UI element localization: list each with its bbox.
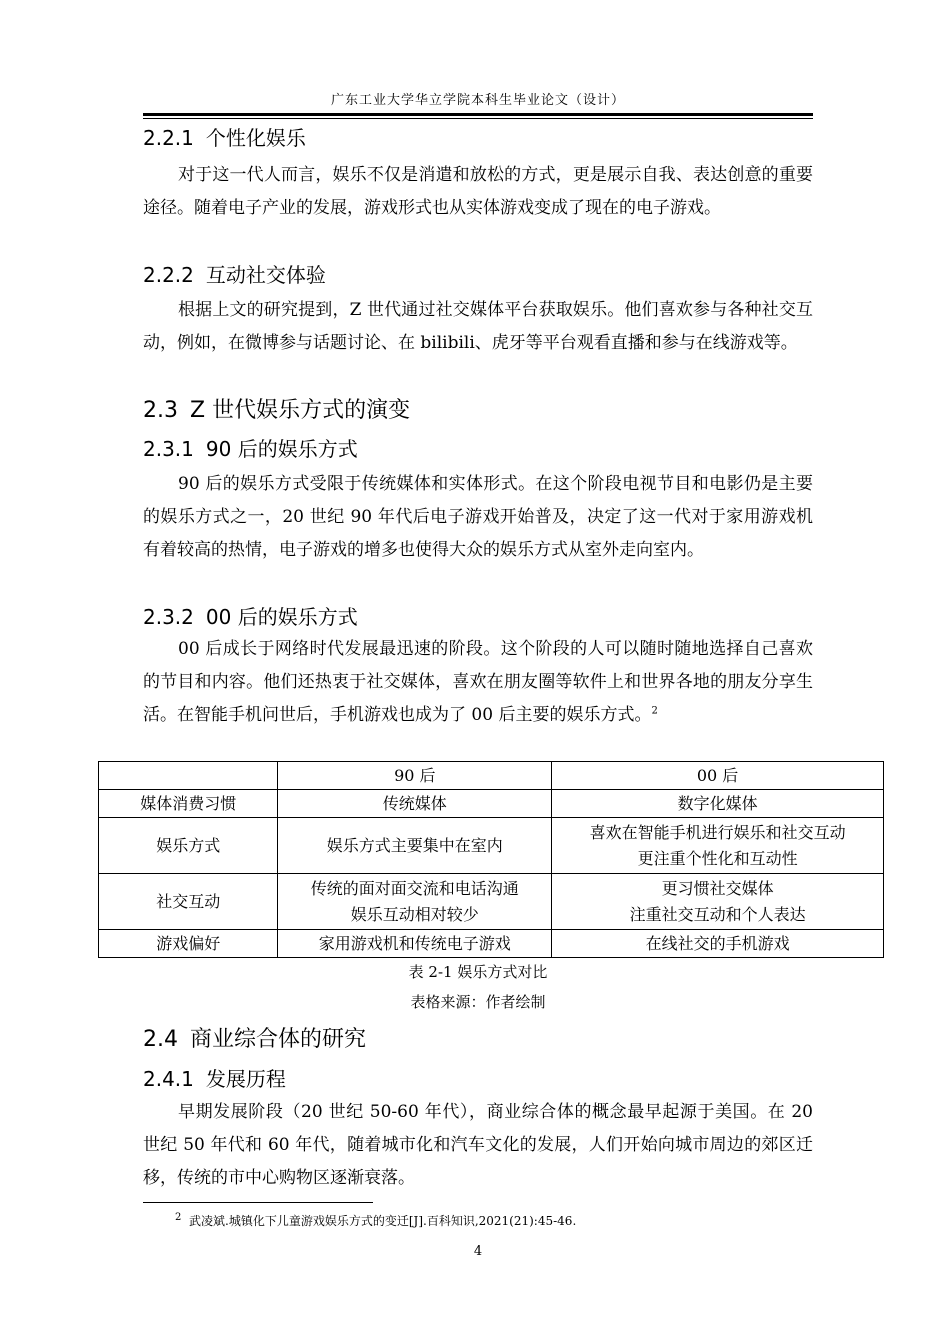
section-number: 2.3.2 [143, 605, 194, 629]
table-cell: 娱乐方式主要集中在室内 [278, 818, 552, 874]
section-title: 互动社交体验 [205, 263, 326, 287]
section-number: 2.2.2 [143, 263, 194, 287]
section-heading-2-2-1 [143, 122, 306, 151]
section-heading-2-4 [143, 1022, 366, 1053]
section-number: 2.3 [143, 398, 178, 423]
footnote-text: 武凌斌.城镇化下儿童游戏娱乐方式的变迁[J].百科知识,2021(21):45-46. [189, 1214, 577, 1228]
table-row [99, 818, 884, 874]
header-rule [143, 113, 813, 116]
table-row [99, 874, 884, 930]
table-cell [552, 874, 884, 930]
table-source: 表格来源：作者绘制 [410, 993, 546, 1011]
section-title: 商业综合体的研究 [190, 1027, 367, 1052]
running-header: 广东工业大学华立学院本科生毕业论文（设计） [330, 93, 625, 108]
body-paragraph: 90 后的娱乐方式受限于传统媒体和实体形式。在这个阶段电视节目和电影仍是主要的娱乐方式之一，20 世纪 90 年代后电子游戏开始普及，决定了这一代对于家用游戏机有着较高的热情，电子游戏的增多也使得大众的娱乐方式从室外走向室内。 [143, 474, 813, 560]
table-cell: 社交互动 [99, 874, 278, 930]
body-paragraph: 根据上文的研究提到，Z 世代通过社交媒体平台获取娱乐。他们喜欢参与各种社交互动，例如，在微博参与话题讨论、在 bilibili、虎牙等平台观看直播和参与在线游戏等。 [143, 300, 813, 353]
cell-line: 注重社交互动和个人表达 [629, 904, 806, 924]
cell-line: 传统的面对面交流和电话沟通 [310, 878, 519, 898]
table-row [99, 930, 884, 958]
table-header-row [99, 762, 884, 790]
table-caption: 表 2-1 娱乐方式对比 [408, 963, 548, 981]
cell-line: 更注重个性化和互动性 [637, 848, 798, 868]
cell-line: 喜欢在智能手机进行娱乐和社交互动 [589, 822, 846, 842]
section-heading-2-3 [143, 393, 410, 424]
table-row [99, 790, 884, 818]
section-title: 个性化娱乐 [205, 126, 306, 150]
section-number: 2.4.1 [143, 1067, 194, 1091]
table-cell: 数字化媒体 [552, 790, 884, 818]
section-number: 2.2.1 [143, 126, 194, 150]
section-heading-2-3-2 [143, 601, 358, 630]
table-cell [552, 818, 884, 874]
cell-line: 娱乐互动相对较少 [350, 904, 479, 924]
section-title: 90 后的娱乐方式 [205, 437, 358, 461]
section-number: 2.4 [143, 1027, 178, 1052]
table-header-cell [99, 762, 278, 790]
body-paragraph: 早期发展阶段（20 世纪 50-60 年代），商业综合体的概念最早起源于美国。在 20 世纪 50 年代和 60 年代，随着城市化和汽车文化的发展，人们开始向城市周边的郊区迁移，传统的市中心购物区逐渐衰落。 [143, 1102, 813, 1188]
footnote [175, 1212, 576, 1229]
section-title: 00 后的娱乐方式 [205, 605, 358, 629]
table-header-cell: 90 后 [278, 762, 552, 790]
comparison-table [98, 761, 884, 958]
table-cell: 游戏偏好 [99, 930, 278, 958]
footnote-mark: 2 [175, 1212, 182, 1223]
footnote-reference: 2 [651, 705, 658, 717]
section-heading-2-3-1 [143, 433, 358, 462]
section-heading-2-4-1 [143, 1063, 286, 1092]
cell-line: 更习惯社交媒体 [661, 878, 774, 898]
table-cell: 在线社交的手机游戏 [552, 930, 884, 958]
table-cell [278, 874, 552, 930]
section-title: 发展历程 [205, 1067, 286, 1091]
table-cell: 传统媒体 [278, 790, 552, 818]
header-rule-thin [143, 118, 813, 119]
body-paragraph: 对于这一代人而言，娱乐不仅是消遣和放松的方式，更是展示自我、表达创意的重要途径。随着电子产业的发展，游戏形式也从实体游戏变成了现在的电子游戏。 [143, 165, 813, 218]
footnote-rule [143, 1202, 373, 1203]
table-header-cell: 00 后 [552, 762, 884, 790]
body-paragraph [143, 633, 813, 732]
section-title: Z 世代娱乐方式的演变 [190, 398, 411, 423]
table-cell: 家用游戏机和传统电子游戏 [278, 930, 552, 958]
section-heading-2-2-2 [143, 259, 326, 288]
page-number: 4 [473, 1244, 483, 1259]
paragraph-text: 00 后成长于网络时代发展最迅速的阶段。这个阶段的人可以随时随地选择自己喜欢的节目和内容。他们还热衷于社交媒体，喜欢在朋友圈等软件上和世界各地的朋友分享生活。在智能手机问世后，手机游戏也成为了 00 后主要的娱乐方式。 [143, 639, 813, 725]
section-number: 2.3.1 [143, 437, 194, 461]
table-cell: 娱乐方式 [99, 818, 278, 874]
table-cell: 媒体消费习惯 [99, 790, 278, 818]
